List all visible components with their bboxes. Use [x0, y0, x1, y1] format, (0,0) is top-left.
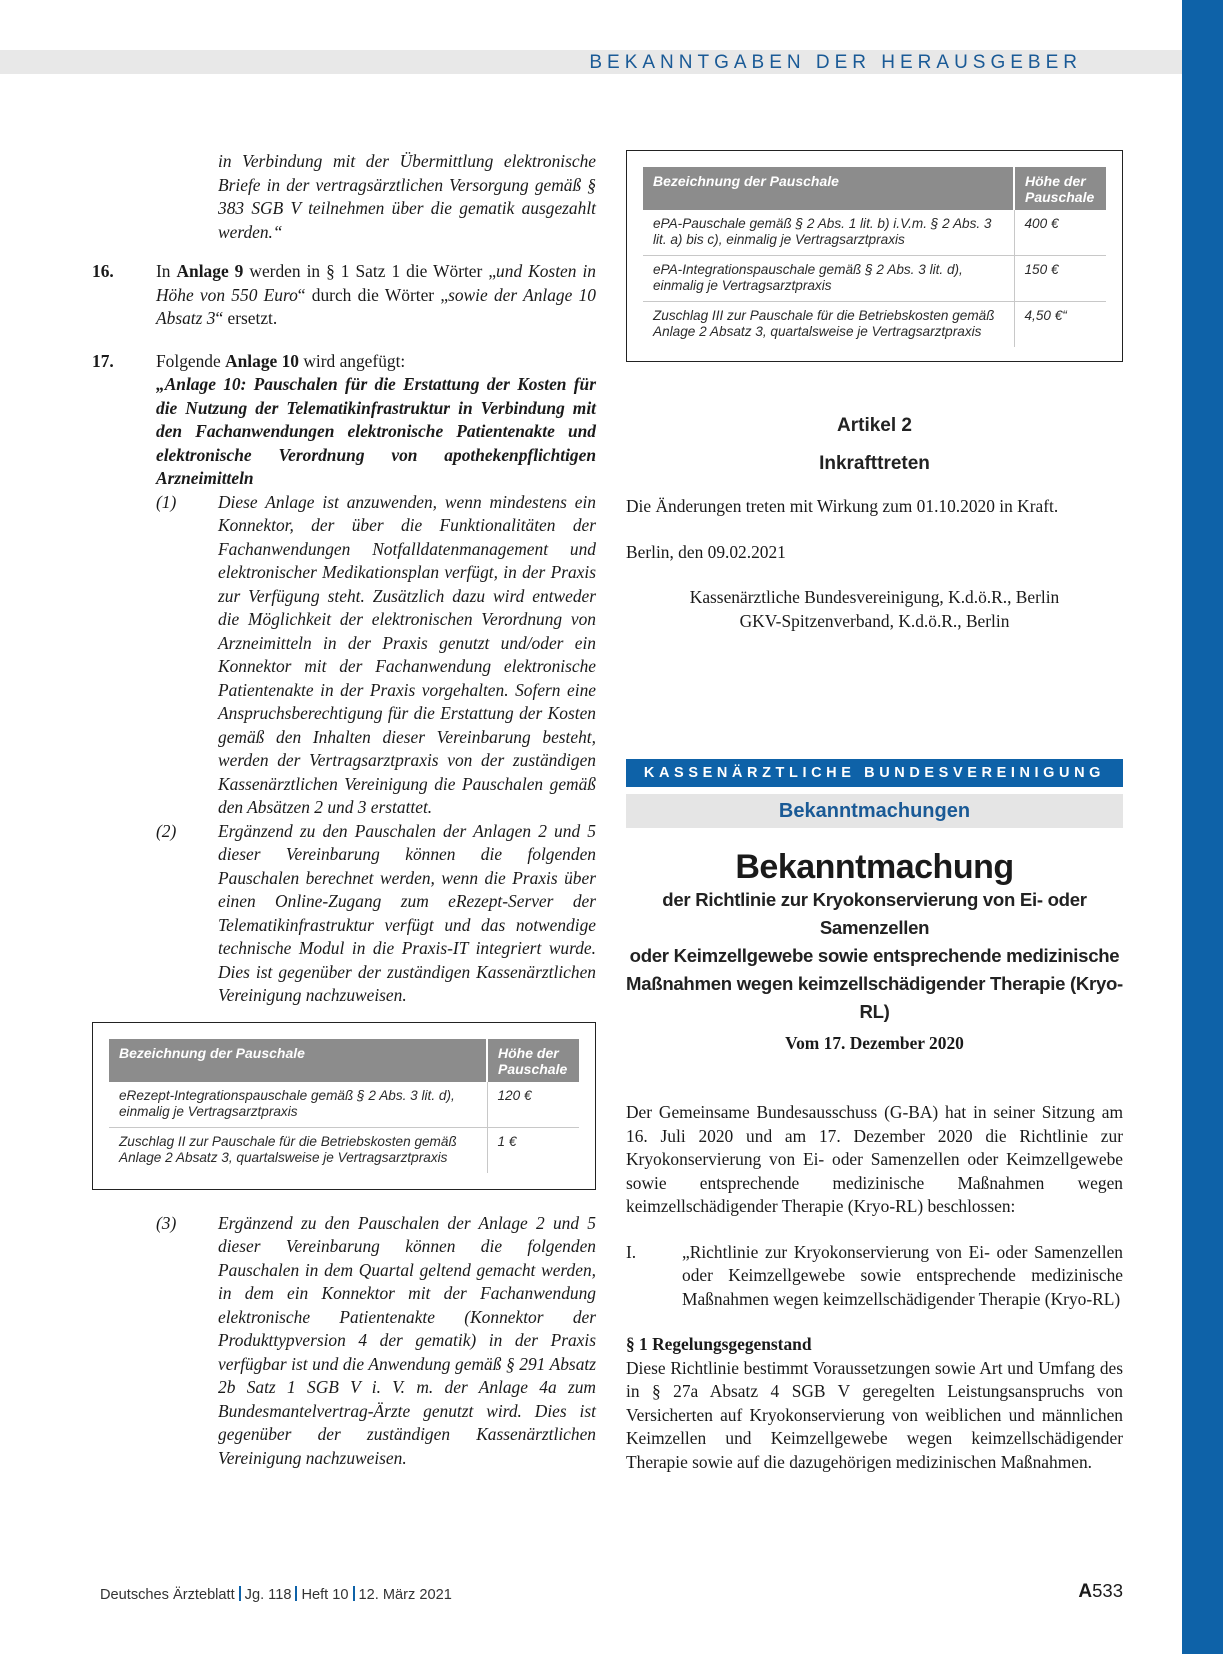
separator — [295, 1586, 297, 1601]
paragraph-number: (3) — [156, 1212, 177, 1233]
pauschale-table — [109, 1039, 579, 1173]
announcement-title: Bekanntmachung — [735, 848, 1014, 886]
table-right — [626, 150, 1123, 362]
item-body: In Anlage 9 werden in § 1 Satz 1 die Wörter „und Kosten in Höhe von 550 Euro“ durch die Wörter „sowie der Anlage 10 Absatz 3“ ersetzt. — [156, 261, 596, 328]
section-text: Diese Richtlinie bestimmt Voraussetzungen sowie Art und Umfang des in § 27a Absatz 4 SGB V geregelten Leistungsanspruchs von Versicherten auf Kryokonservierung von weiblichen und männlichen Keimzellen und Keimzellgewebe wegen keimzellschädigender Therapie sowie auf die dazugehörigen medizinischen Maßnahmen. — [626, 1357, 1123, 1472]
paragraph-text: Ergänzend zu den Pauschalen der Anlage 2 und 5 dieser Vereinbarung können die folgenden Pauschalen in dem Quartal geltend gemacht werden, in dem ein Konnektor mit der Fachanwendung elektronische Patientenakte (Konnektor der Produkttypversion 4 der gematik) in der Praxis verfügbar ist und die Anwendung gemäß § 291 Absatz 2b Satz 1 SGB V i. V. m. der Anlage 4a zum Bundesmantelvertrag-Ärzte genutzt wird. Dies ist gegenüber der zuständigen Kassenärztlichen Vereinigung nachzuweisen. — [218, 1212, 596, 1468]
header-band — [0, 50, 1182, 74]
table-cell: ePA-Pauschale gemäß § 2 Abs. 1 lit. b) i.V.m. § 2 Abs. 3 lit. a) bis c), einmalig je Vertragsarztpraxis — [643, 210, 1014, 256]
table-row — [643, 210, 1106, 256]
paragraph-number: (2) — [156, 820, 177, 841]
item-intro: Folgende Anlage 10 wird angefügt: — [156, 350, 406, 371]
table-cell: 400 € — [1014, 210, 1106, 256]
table-cell: 1 € — [487, 1127, 579, 1173]
left-column — [92, 150, 596, 1470]
separator — [353, 1586, 355, 1601]
page-number: A533 — [1078, 1580, 1123, 1602]
section-label: BEKANNTGABEN DER HERAUSGEBER — [589, 52, 1082, 73]
column-header: Höhe der Pauschale — [487, 1039, 579, 1082]
column-header: Höhe der Pauschale — [1014, 167, 1106, 210]
place-date: Berlin, den 09.02.2021 — [626, 541, 786, 562]
signatory-2: GKV-Spitzenverband, K.d.ö.R., Berlin — [739, 610, 1010, 631]
table-row — [109, 1082, 579, 1128]
bekanntmachungen-bar: Bekanntmachungen — [626, 794, 1123, 828]
table-left — [92, 1022, 596, 1190]
item-number: 17. — [92, 350, 114, 371]
table-cell: 150 € — [1014, 256, 1106, 302]
table-cell: 4,50 €“ — [1014, 302, 1106, 348]
paragraph-number: (1) — [156, 491, 177, 512]
signatory-1: Kassenärztliche Bundesvereinigung, K.d.ö.R., Berlin — [689, 587, 1060, 607]
roman-item-1 — [626, 1241, 1123, 1312]
item-17 — [92, 350, 596, 491]
intro-continuation: in Verbindung mit der Übermittlung elektronische Briefe in der vertragsärztlichen Versorgung gemäß § 383 SGB V teilnehmen über die gematik ausgezahlt werden.“ — [218, 151, 596, 242]
effective-date-text: Die Änderungen treten mit Wirkung zum 01.10.2020 in Kraft. — [626, 496, 1059, 516]
footer-citation — [100, 1586, 452, 1603]
paragraph-2 — [156, 820, 596, 1008]
volume: Jg. 118 — [244, 1587, 292, 1603]
paragraph-3 — [156, 1212, 596, 1471]
side-color-bar — [1182, 0, 1223, 1654]
table-row — [109, 1127, 579, 1173]
roman-text: „Richtlinie zur Kryokonservierung von Ei- oder Samenzellen oder Keimzellgewebe sowie entsprechende medizinische Maßnahmen wegen keimzellschädigender Therapie (Kryo-RL) — [682, 1241, 1123, 1309]
announcement-date: Vom 17. Dezember 2020 — [785, 1032, 964, 1053]
paragraph-text: Diese Anlage ist anzuwenden, wenn mindestens ein Konnektor, der über die Funktionalitäten der Fachanwendungen Notfalldatenmanagement und elektronischer Medikationsplan verfügt, in der Praxis zur Verfügung steht. Zusätzlich dazu wird entweder die Möglichkeit der elektronischen Verordnung von Arzneimitteln in der Praxis genutzt und/oder ein Konnektor mit der Fachanwendung elektronische Patientenakte in der Praxis vorgehalten. Sofern eine Anspruchsberechtigung für die Erstattung der Kosten gemäß den Inhalten dieser Vereinbarung besteht, werden der Vertragsarztpraxis von der zuständigen Kassenärztlichen Vereinigung die Pauschalen gemäß den Absätzen 2 und 3 erstattet. — [218, 491, 596, 817]
issue-date: 12. März 2021 — [358, 1587, 452, 1603]
anlage-heading: „Anlage 10: Pauschalen für die Erstattung der Kosten für die Nutzung der Telematikinfrastruktur in Verbindung mit den Fachanwendungen elektronische Patientenakte und elektronische Verordnung von apothekenpflichtigen Arzneimitteln — [156, 374, 596, 488]
table-cell: Zuschlag II zur Pauschale für die Betriebskosten gemäß Anlage 2 Absatz 3, quartalsweise je Vertragsarztpraxis — [119, 1133, 457, 1165]
kbv-section-bar: KASSENÄRZTLICHE BUNDESVEREINIGUNG — [626, 759, 1123, 787]
column-header: Bezeichnung der Pauschale — [643, 167, 1014, 210]
separator — [239, 1586, 241, 1601]
table-row — [643, 256, 1106, 302]
announcement-subtitle: der Richtlinie zur Kryokonservierung von Ei- oder Samenzellen oder Keimzellgewebe sowie entsprechende medizinische Maßnahmen wegen keimzellschädigender Therapie (Kryo-RL) — [626, 888, 1123, 1022]
intro-paragraph: Der Gemeinsame Bundesausschuss (G-BA) hat in seiner Sitzung am 16. Juli 2020 und am 17. Dezember 2020 die Richtlinie zur Kryokonservierung von Ei- oder Samenzellen oder Keimzellgewebe sowie entsprechende medizinische Maßnahmen wegen keimzellschädigender Therapie (Kryo-RL) beschlossen: — [626, 1102, 1123, 1216]
item-body — [156, 350, 596, 491]
table-cell: ePA-Integrationspauschale gemäß § 2 Abs. 3 lit. d), einmalig je Vertragsarztpraxis — [643, 256, 1014, 302]
journal-name: Deutsches Ärzteblatt — [100, 1587, 235, 1603]
table-cell: eRezept-Integrationspauschale gemäß § 2 Abs. 3 lit. d), einmalig je Vertragsarztpraxis — [109, 1082, 487, 1128]
right-column — [626, 150, 1123, 1474]
paragraph-text: Ergänzend zu den Pauschalen der Anlagen 2 und 5 dieser Vereinbarung können die folgenden Pauschalen berechnet werden, wenn die Praxis über einen Online-Zugang zum eRezept-Server der Telematikinfrastruktur verfügt und das notwendige technische Modul in die Praxis-IT integriert wurde. Dies ist gegenüber der zuständigen Kassenärztlichen Vereinigung nachzuweisen. — [218, 820, 596, 1005]
item-number: 16. — [92, 261, 114, 281]
issue: Heft 10 — [301, 1587, 349, 1603]
column-header: Bezeichnung der Pauschale — [109, 1039, 487, 1082]
pauschale-table — [643, 167, 1106, 347]
roman-number: I. — [626, 1241, 637, 1262]
section-heading: § 1 Regelungsgegenstand — [626, 1334, 812, 1354]
table-cell: 120 € — [487, 1082, 579, 1128]
item-16 — [92, 260, 596, 331]
article-title: Artikel 2 — [837, 415, 912, 436]
article-subtitle: Inkrafttreten — [819, 452, 930, 474]
table-cell: Zuschlag III zur Pauschale für die Betriebskosten gemäß Anlage 2 Absatz 3, quartalsweise je Vertragsarztpraxis — [653, 308, 995, 339]
paragraph-1 — [156, 491, 596, 820]
table-row — [643, 302, 1106, 348]
